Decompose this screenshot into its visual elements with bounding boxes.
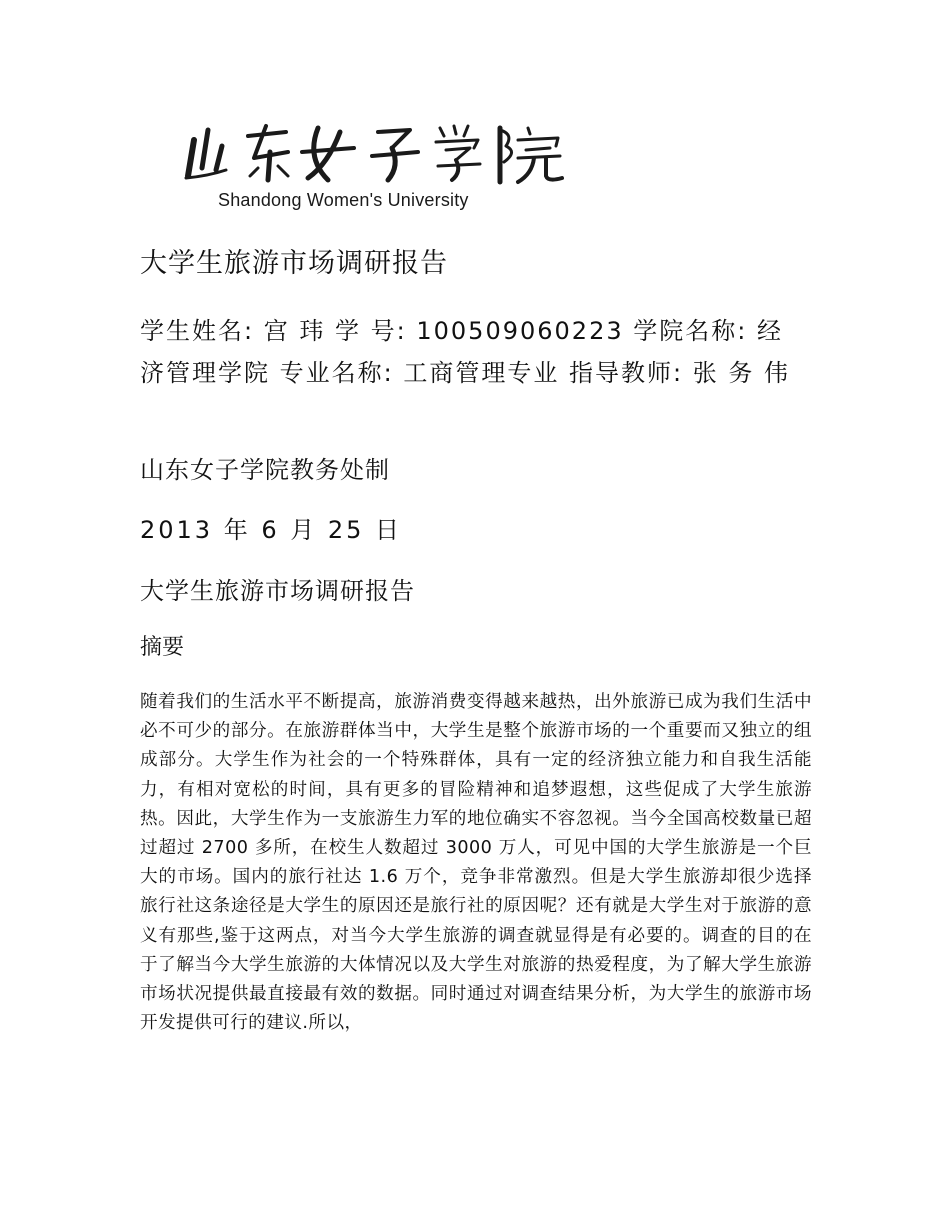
university-logo <box>178 118 568 218</box>
report-date: 2013 年 6 月 25 日 <box>140 516 403 544</box>
major-label: 专业名称: <box>279 359 394 387</box>
id-value: 100509060223 <box>416 317 624 345</box>
major-value: 工商管理专业 <box>403 359 560 387</box>
name-label: 学生姓名: <box>140 317 255 345</box>
id-label: 学 号: <box>335 317 407 345</box>
report-title: 大学生旅游市场调研报告 <box>140 248 448 279</box>
advisor-value: 张 务 伟 <box>692 359 791 387</box>
logo-english-name: Shandong Women's University <box>218 190 469 210</box>
student-info <box>140 310 805 394</box>
abstract-heading: 摘要 <box>140 635 185 660</box>
college-value: 经济管理学院 <box>140 317 783 387</box>
advisor-label: 指导教师: <box>569 359 684 387</box>
report-title-repeat: 大学生旅游市场调研报告 <box>140 577 415 605</box>
name-value: 宫 玮 <box>263 317 326 345</box>
issuer: 山东女子学院教务处制 <box>140 456 390 484</box>
calligraphy-logo-graphic <box>178 118 568 188</box>
college-label: 学院名称: <box>633 317 748 345</box>
abstract-body: 随着我们的生活水平不断提高，旅游消费变得越来越热，出外旅游已成为我们生活中必不可少的部分。在旅游群体当中，大学生是整个旅游市场的一个重要而又独立的组成部分。大学生作为社会的一个特殊群体，具有一定的经济独立能力和自我生活能力，有相对宽松的时间，具有更多的冒险精神和追梦遐想，这些促成了大学生旅游热。因此，大学生作为一支旅游生力军的地位确实不容忽视。当今全国高校数量已超过超过 2700 多所，在校生人数超过 3000 万人，可见中国的大学生旅游是一个巨大的市场。国内的旅行社达 1.6 万个，竞争非常激烈。但是大学生旅游却很少选择旅行社这条途径是大学生的原因还是旅行社的原因呢？还有就是大学生对于旅游的意义有那些,鉴于这两点，对当今大学生旅游的调查就显得是有必要的。调查的目的在于了解当今大学生旅游的大体情况以及大学生对旅游的热爱程度，为了解大学生旅游市场状况提供最直接最有效的数据。同时通过对调查结果分析，为大学生的旅游市场开发提供可行的建议.所以， <box>140 692 812 1034</box>
